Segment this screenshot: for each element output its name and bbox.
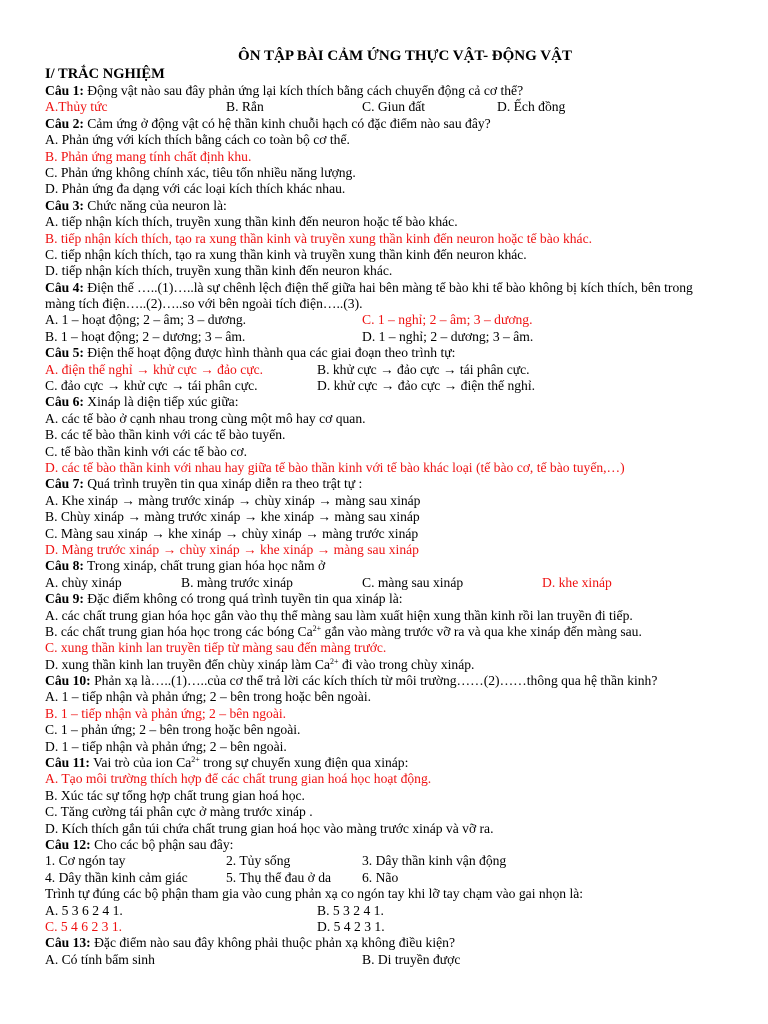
option-d: D. Ếch đồng: [497, 99, 566, 115]
option-a: A. Tạo môi trường thích hợp để các chất trung gian hoá học hoạt động.: [45, 771, 432, 787]
question-8-options: [45, 575, 735, 591]
option-b: B. màng trước xináp: [181, 574, 293, 590]
option-a: A. 1 – hoạt động; 2 – âm; 3 – dương.: [45, 312, 247, 328]
option-b: B. Chùy xináp → màng trước xináp → khe xináp → màng sau xináp: [45, 509, 420, 525]
option-a: A. điện thế nghỉ → khử cực → đảo cực.: [45, 361, 264, 377]
option-d: D. khử cực → đảo cực → điện thế nghỉ.: [317, 378, 536, 394]
question-9: Câu 9: Đặc điểm không có trong quá trình tuyền tin qua xináp là:: [45, 591, 403, 607]
option-c: C. Màng sau xináp → khe xináp → chùy xináp → màng trước xináp: [45, 525, 419, 541]
option-b: B. tiếp nhận kích thích, tạo ra xung thần kinh và truyền xung thần kinh đến neuron hoặc tế bào khác.: [45, 230, 593, 246]
question-3: Câu 3: Chức năng của neuron là:: [45, 197, 227, 213]
option-b: B. các tế bào thần kinh với các tế bào tuyến.: [45, 427, 286, 443]
question-5-options-cd: [45, 378, 735, 394]
option-b: B. khử cực → đảo cực → tái phân cực.: [317, 361, 530, 377]
document-title: ÔN TẬP BÀI CẢM ỨNG THỰC VẬT- ĐỘNG VẬT: [238, 48, 572, 64]
option-d: D. 1 – tiếp nhận và phản ứng; 2 – bên ngoài.: [45, 738, 287, 754]
question-2: Câu 2: Cảm ứng ở động vật có hệ thần kinh chuỗi hạch có đặc điểm nào sau đây?: [45, 115, 491, 131]
option-b: B. Xúc tác sự tổng hợp chất trung gian hoá học.: [45, 787, 305, 803]
option-a: A. Phản ứng với kích thích bằng cách co toàn bộ cơ thể.: [45, 132, 350, 148]
part-3: 3. Dây thần kinh vận động: [362, 853, 507, 869]
option-c: C. Tăng cường tái phân cực ở màng trước xináp .: [45, 804, 313, 820]
option-c: C. xung thần kinh lan truyền tiếp từ màng sau đến màng trước.: [45, 640, 387, 656]
question-12-options-cd: [45, 919, 735, 935]
parts-row-1: [45, 853, 735, 869]
option-d: D. Kích thích gắn túi chứa chất trung gian hoá học vào màng trước xináp và vỡ ra.: [45, 820, 494, 836]
option-c: C. Phản ứng không chính xác, tiêu tốn nhiều năng lượng.: [45, 164, 356, 180]
option-d: D. các tế bào thần kinh với nhau hay giữa tế bào thần kinh với tế bào khác loại (tế bào cơ, tế bào tuyến,…): [45, 459, 625, 475]
question-10: Câu 10: Phản xạ là…..(1)…..của cơ thể trả lời các kích thích từ môi trường……(2)……thông qua hệ thần kinh?: [45, 673, 658, 689]
option-a: A. chùy xináp: [45, 574, 122, 590]
part-6: 6. Não: [362, 869, 399, 885]
question-13-options: [45, 952, 735, 968]
part-5: 5. Thụ thể đau ở da: [226, 869, 332, 885]
option-b: B. 5 3 2 4 1.: [317, 902, 384, 918]
option-a: A. 5 3 6 2 4 1.: [45, 902, 123, 918]
option-d: D. khe xináp: [542, 574, 612, 590]
option-d: D. 5 4 2 3 1.: [317, 918, 385, 934]
question-4-continued: màng tích điện…..(2)…..so với bên ngoài tích điện…..(3).: [45, 296, 363, 312]
question-8: Câu 8: Trong xináp, chất trung gian hóa học nằm ở: [45, 558, 326, 574]
option-d: D. xung thần kinh lan truyền đến chùy xináp làm $Ca^{2+}$ đi vào trong chùy xináp.: [45, 656, 475, 672]
option-d: D. Phản ứng đa dạng với các loại kích thích khác nhau.: [45, 181, 346, 197]
option-d: D. 1 – nghỉ; 2 – dương; 3 – âm.: [362, 328, 534, 344]
option-c: C. Giun đất: [362, 99, 426, 115]
option-b: B. 1 – tiếp nhận và phản ứng; 2 – bên ngoài.: [45, 705, 287, 721]
option-c: C. 1 – nghỉ; 2 – âm; 3 – dương.: [362, 312, 533, 328]
option-a: A. Có tính bẩm sinh: [45, 951, 155, 967]
option-a: A. các chất trung gian hóa học gắn vào thụ thể màng sau làm xuất hiện xung thần kinh rồi lan truyền đi tiếp.: [45, 607, 633, 623]
part-4: 4. Dây thần kinh cảm giác: [45, 869, 188, 885]
document-page: [45, 46, 735, 968]
option-d: D. Màng trước xináp → chùy xináp → khe xináp → màng sau xináp: [45, 541, 419, 557]
option-b: B. Rắn: [226, 99, 264, 115]
question-7: Câu 7: Quá trình truyền tin qua xináp diễn ra theo trật tự :: [45, 476, 363, 492]
question-12: Câu 12: Cho các bộ phận sau đây:: [45, 836, 234, 852]
option-c: C. tế bào thần kinh với các tế bào cơ.: [45, 443, 247, 459]
question-1-options: [45, 99, 735, 115]
part-2: 2. Tủy sống: [226, 853, 291, 869]
option-b: B. 1 – hoạt động; 2 – dương; 3 – âm.: [45, 328, 246, 344]
option-a: A. tiếp nhận kích thích, truyền xung thần kinh đến neuron hoặc tế bào khác.: [45, 214, 458, 230]
option-b: B. Di truyền được: [362, 951, 461, 967]
option-d: D. tiếp nhận kích thích, truyền xung thần kinh đến neuron khác.: [45, 263, 393, 279]
option-a: A. Khe xináp → màng trước xináp → chùy xináp → màng sau xináp: [45, 492, 421, 508]
question-5-options-ab: [45, 362, 735, 378]
option-c: C. đảo cực → khử cực → tái phân cực.: [45, 378, 258, 394]
question-1: Câu 1: Động vật nào sau đây phản ứng lại kích thích bằng cách chuyển động cả cơ thể?: [45, 83, 524, 98]
section-heading: I/ TRẮC NGHIỆM: [45, 66, 165, 82]
option-b: B. Phản ứng mang tính chất định khu.: [45, 148, 252, 164]
question-4-options-bd: [45, 329, 735, 345]
option-c: C. 1 – phản ứng; 2 – bên trong hoặc bên ngoài.: [45, 722, 301, 738]
option-b: B. các chất trung gian hóa học trong các bóng $Ca^{2+}$ gắn vào màng trước vỡ ra và qua khe xináp đến màng sau.: [45, 623, 642, 639]
question-12-ask: Trình tự đúng các bộ phận tham gia vào cung phản xạ co ngón tay khi lỡ tay chạm vào gai nhọn là:: [45, 886, 584, 902]
option-a: A. 1 – tiếp nhận và phản ứng; 2 – bên trong hoặc bên ngoài.: [45, 689, 371, 705]
part-1: 1. Cơ ngón tay: [45, 853, 126, 869]
option-a: A. các tế bào ở cạnh nhau trong cùng một mô hay cơ quan.: [45, 410, 366, 426]
question-11: Câu 11: Vai trò của ion $Ca^{2+}$ trong sự chuyển xung điện qua xináp:: [45, 755, 409, 771]
option-c: C. màng sau xináp: [362, 574, 464, 590]
option-a: A.Thủy tức: [45, 99, 108, 115]
parts-row-2: [45, 870, 735, 886]
question-4-options-ac: [45, 312, 735, 328]
question-12-options-ab: [45, 903, 735, 919]
question-5: Câu 5: Điện thế hoạt động được hình thành qua các giai đoạn theo trình tự:: [45, 345, 456, 361]
question-6: Câu 6: Xináp là diện tiếp xúc giữa:: [45, 394, 239, 410]
option-c: C. 5 4 6 2 3 1.: [45, 918, 123, 934]
option-c: C. tiếp nhận kích thích, tạo ra xung thần kinh và truyền xung thần kinh đến neuron khác.: [45, 246, 527, 262]
question-13: Câu 13: Đặc điểm nào sau đây không phải thuộc phản xạ không điều kiện?: [45, 935, 455, 951]
question-4: Câu 4: Điện thế …..(1)…..là sự chênh lệch điện thế giữa hai bên màng tế bào khi tế bào không bị kích thích, bên trong: [45, 279, 693, 295]
